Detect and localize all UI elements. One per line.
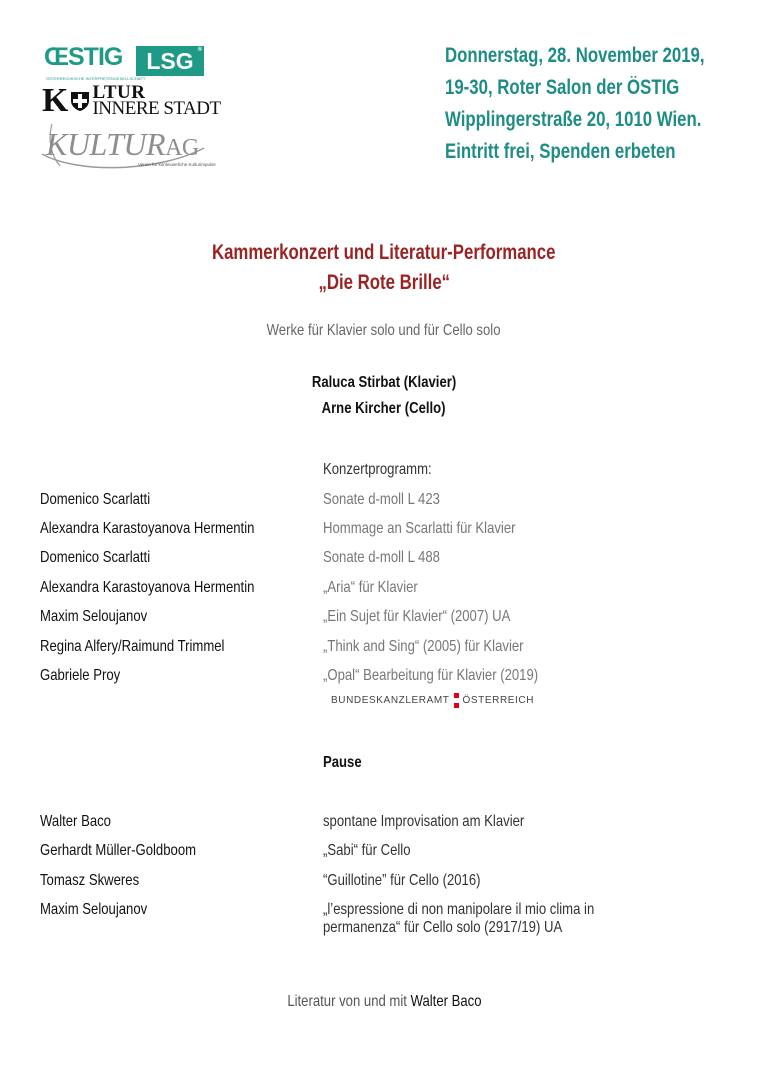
composer-name: Gabriele Proy	[40, 667, 121, 684]
program-row-composer	[40, 607, 171, 627]
work-title: spontane Improvisation am Klavier	[323, 813, 525, 830]
program-row-work	[323, 812, 568, 832]
concert-title	[0, 238, 768, 298]
program-row-composer	[40, 519, 301, 539]
work-title: „Aria“ für Klavier	[323, 579, 418, 596]
program-row-work	[323, 548, 466, 568]
event-admission: Eintritt frei, Spenden erbeten	[445, 140, 676, 163]
program-row-work	[323, 666, 585, 686]
concert-title-line2: „Die Rote Brille“	[318, 271, 450, 294]
oestig-lsg-logo	[44, 43, 204, 81]
composer-name: Tomasz Skweres	[40, 872, 140, 889]
performer-cello: Arne Kircher (Cello)	[322, 400, 446, 417]
composer-name: Alexandra Karastoyanova Hermentin	[40, 520, 255, 537]
concert-title-line1: Kammerkonzert und Literatur-Performance	[212, 241, 556, 264]
work-title-continued: permanenza“ für Cello solo (2917/19) UA	[323, 919, 563, 936]
program-row-work	[323, 841, 430, 861]
kulturag-ag-text: AG	[165, 135, 199, 161]
program-row-composer	[40, 900, 171, 920]
program-row-work	[323, 637, 568, 657]
lsg-text: LSG	[146, 48, 194, 74]
subtitle-text: Werke für Klavier solo und für Cello solo	[267, 322, 501, 339]
event-time-venue: 19-30, Roter Salon der ÖSTIG	[445, 76, 680, 99]
kultur-innere-stadt-logo	[42, 84, 221, 118]
registered-mark: ®	[197, 47, 202, 53]
composer-name: Maxim Seloujanov	[40, 608, 148, 625]
work-title: Sonate d-moll L 423	[323, 491, 440, 508]
composer-name: Domenico Scarlatti	[40, 491, 151, 508]
work-title: Hommage an Scarlatti für Klavier	[323, 520, 516, 537]
event-date: Donnerstag, 28. November 2019,	[445, 44, 705, 67]
kultur-k-letter: K	[42, 82, 69, 119]
oestig-subtitle: ÖSTERREICHISCHE INTERPRETENGESELLSCHAFT	[46, 76, 146, 81]
austria-flag-icon	[454, 693, 459, 708]
kulturag-main-text: KULTUR	[46, 126, 166, 162]
footer-author: Walter Baco	[410, 993, 482, 1010]
footer-line	[287, 993, 481, 1011]
work-title: „Opal“ Bearbeitung für Klavier (2019)	[323, 667, 539, 684]
program-row-work-continued	[323, 918, 615, 938]
composer-name: Alexandra Karastoyanova Hermentin	[40, 579, 255, 596]
program-heading	[323, 460, 456, 480]
program-row-composer	[40, 666, 138, 686]
lsg-badge	[136, 46, 204, 76]
kultur-top-text: LTUR	[92, 82, 146, 103]
kulturag-subtitle: Verein für kontinuierliche Kulturimpulse	[138, 162, 216, 167]
kultur-bottom-text: INNERE STADT	[92, 98, 221, 119]
event-address: Wipplingerstraße 20, 1010 Wien.	[445, 108, 702, 131]
sponsor-left-text: BUNDESKANZLERAMT	[331, 694, 450, 706]
bundeskanzleramt-logo	[331, 692, 534, 708]
subtitle	[0, 322, 768, 340]
program-row-composer	[40, 871, 161, 891]
work-title: „Sabi“ für Cello	[323, 842, 411, 859]
oestig-wordmark	[44, 43, 146, 81]
work-title: Sonate d-moll L 488	[323, 549, 440, 566]
performer-piano: Raluca Stirbat (Klavier)	[311, 374, 457, 391]
program-row-work	[323, 871, 515, 891]
program-row-composer	[40, 637, 265, 657]
kulturag-logo	[38, 118, 216, 176]
composer-name: Domenico Scarlatti	[40, 549, 151, 566]
composer-name: Gerhardt Müller-Goldboom	[40, 842, 197, 859]
composer-name: Maxim Seloujanov	[40, 901, 148, 918]
work-title: „Ein Sujet für Klavier“ (2007) UA	[323, 608, 511, 625]
work-title: „Think and Sing“ (2005) für Klavier	[323, 638, 524, 655]
composer-name: Walter Baco	[40, 813, 111, 830]
program-heading-text: Konzertprogramm:	[323, 461, 432, 478]
work-title: „l’espressione di non manipolare il mio clima in	[323, 901, 595, 918]
oestig-text: ŒSTIG	[44, 43, 123, 71]
event-info	[445, 40, 768, 168]
program-row-composer	[40, 812, 127, 832]
vienna-shield-icon	[70, 91, 90, 111]
program-row-composer	[40, 841, 230, 861]
performer-2	[0, 400, 768, 418]
program-row-composer	[40, 490, 174, 510]
work-title: “Guillotine” für Cello (2016)	[323, 872, 481, 889]
program-row-work	[323, 490, 466, 510]
pause-text: Pause	[323, 754, 362, 771]
pause-label	[323, 753, 370, 773]
program-row-work	[323, 519, 558, 539]
composer-name: Regina Alfery/Raimund Trimmel	[40, 638, 225, 655]
kulturag-wordmark	[46, 128, 199, 164]
sponsor-right-text: ÖSTERREICH	[462, 694, 535, 706]
program-row-work	[323, 607, 552, 627]
program-row-work	[323, 900, 654, 920]
program-row-composer	[40, 578, 301, 598]
performer-1	[0, 374, 768, 392]
footer-credit	[0, 993, 768, 1011]
program-row-composer	[40, 548, 174, 568]
program-row-work	[323, 578, 439, 598]
footer-text: Literatur von und mit	[286, 993, 407, 1010]
